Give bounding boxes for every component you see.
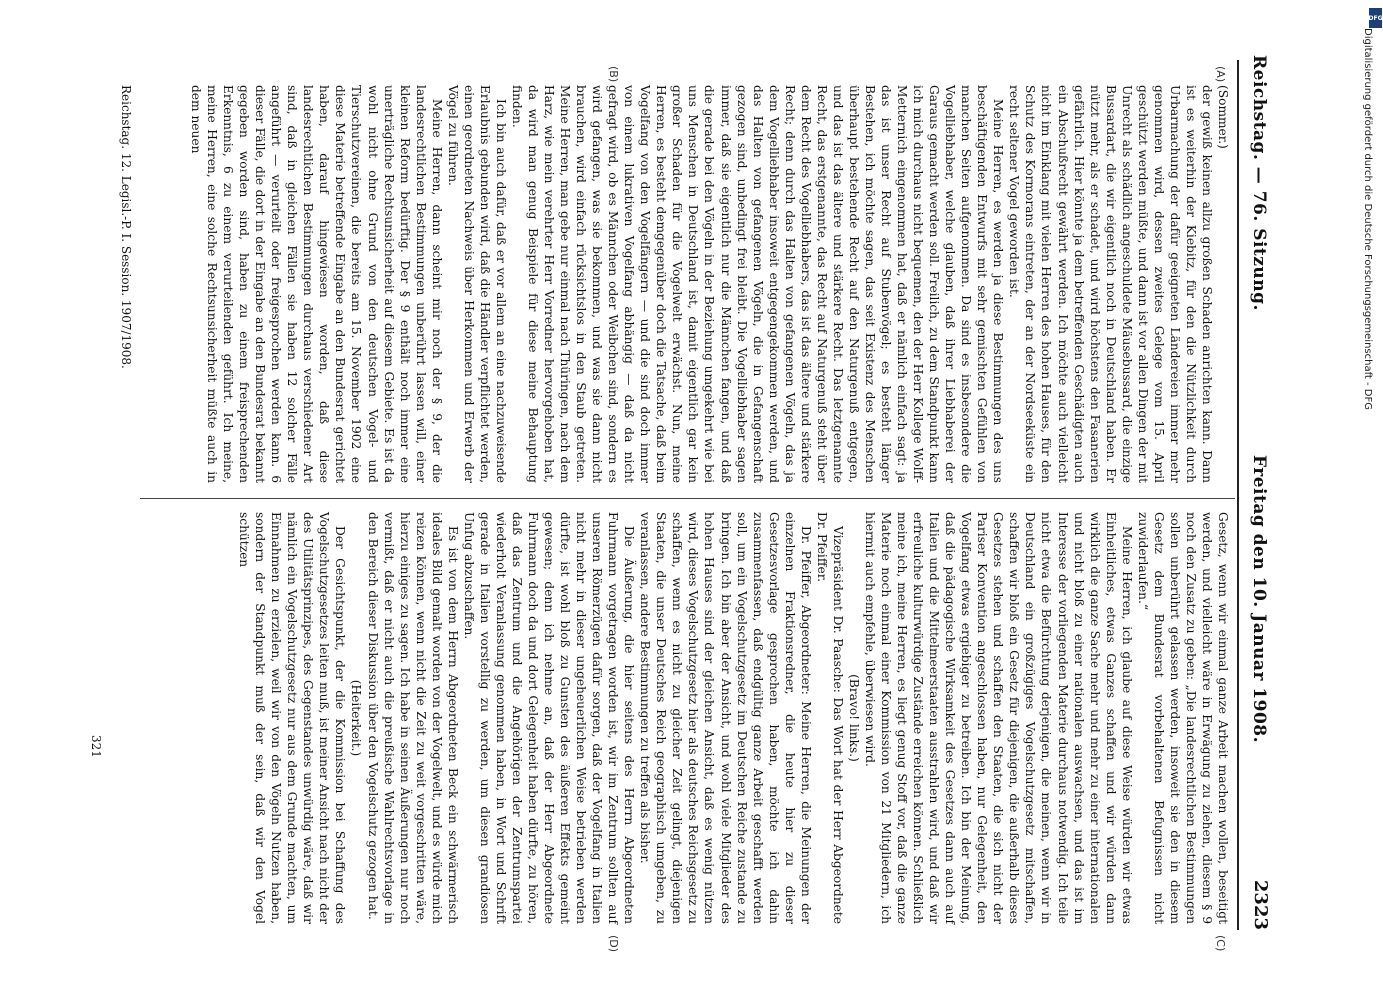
paragraph: der gewiß keinen allzu großen Schaden anrichten kann. Dann ist es weiterhin der Kiebitz, für den die Nützlichkeit durch Urbarmachung der dafür geeigneten Ländereien immer mehr genommen wird, dessen zweites Gelege vom 15. April geschützt werden müßte, und dann ist vor allen Dingen der mit Unrecht als schädlich angeschuldete Mäusebussard, die einzige Bussardart, die wir eigentlich noch in Deutschland haben. Er nützt mehr, als er schadet, und wird höchstens den Fasanerien gefährlich. Hier könnte ja dem betreffenden Geschädigten auch ein Abschußrecht gewährt werden. Ich möchte auch vielleicht nicht im Einklang mit vielen Herren des hohen Hauses, für den Schutz des Kormorans eintreten, der an der Nordseeküste ein recht seltener Vogel geworden ist. xyxy=(1007,85,1214,483)
right-column xyxy=(236,512,1231,924)
paragraph: Meine Herren, ich glaube auf diese Weise würden wir etwas Einheitliches, etwas Ganzes schaffen und wir würden dann wirklich die ganze Sache mehr und mehr zu einer internationalen und nicht bloß zu einer nationalen auswachsen, und das ist im Interesse der vorliegenden Materie durchaus notwendig. Ich teile nicht etwa die Befürchtung derjenigen, die meinen, wenn wir in Deutschland ein großzügiges Vogelschutzgesetz mitschaffen, schaffen wir bloß ein Gesetz für diejenigen, die außerhalb dieses Gesetzes stehen und schaffen den Staaten, die sich nicht der Pariser Konvention angeschlossen haben, nur Gelegenheit, den Vogelfang etwas ergiebiger zu betreiben. Ich bin der Meinung, daß die pädagogische Wirksamkeit des Gesetzes dann auch auf Italien und die Mittelmeerstaaten ausstrahlen wird, und daß wir erfreuliche kulturwürdige Zustände erreichen können. Schließlich meine ich, meine Herren, es liegt genug Stoff vor, daß die ganze Materie noch einmal einer Kommission von 21 Mitgliedern, ich hiermit auch empfehle, überwiesen wird. xyxy=(862,512,1134,924)
paragraph: Der Gesichtspunkt, der die Kommission bei Schaffung des Vogelschutzgesetzes leiten muß, ist meiner Ansicht nach nicht der des Utilitätsprinzipes, des Gegenstandes unwürdig wäre, daß wir nämlich ein Vogelschutzgesetz nur aus dem Grunde machten, um Einnahmen zu erzielen, weil wir von den Vögeln Nutzen haben, sondern der Standpunkt muß der sein, daß wir den Vogel schützen xyxy=(237,512,348,924)
header-rule xyxy=(1237,60,1239,930)
dfg-logo-icon: DFG xyxy=(1369,8,1382,28)
paragraph: Dr. Pfeiffer, Abgeordneter: Meine Herren, die Meinungen der einzelnen Fraktionsredner, die heute hier zu dieser Gesetzesvorlage gesprochen haben, möchte ich dahin zusammenfassen, daß endgültig ganze Arbeit geschafft werden soll, um ein Vogelschutzgesetz im Deutschen Reiche zustande zu bringen. Ich bin aber der Ansicht, und wohl viele Mitglieder des hohen Hauses sind der gleichen Ansicht, daß es wenig nützen wird, dieses Vogelschutzgesetz hier als deutsches Reichsgesetz zu schaffen, wenn es nicht zu gleicher Zeit gelingt, diejenigen Staaten, die unser Deutsches Reich geographisch umgeben, zu veranlassen, andere Bestimmungen zu treffen als bisher. xyxy=(638,512,813,924)
laughter-note: (Heiterkeit.) xyxy=(349,679,364,757)
page-footer: Reichstag. 12. Legisl.-P. I. Session. 1907/1908. xyxy=(119,85,133,369)
applause-note: (Bravo! links.) xyxy=(846,674,861,762)
chair-announcement: Vizepräsident Dr. Paasche: Das Wort hat der Herr Abgeordnete Dr. Pfeiffer. xyxy=(814,512,845,924)
column-divider xyxy=(140,498,1235,499)
sheet-number: 321 xyxy=(89,735,103,758)
left-column xyxy=(188,85,1231,483)
page-header xyxy=(1241,55,1275,930)
page-number: 2323 xyxy=(1250,879,1271,930)
paragraph: Die Äußerung, die hier seitens des Herrn Abgeordneten Fuhrmann vorgetragen worden ist, wir im Zentrum sollten auf unseren Römerzügen dafür sorgen, daß der Vogelfang in Italien nicht mehr in dieser ungeheuerlichen Weise betrieben werden dürfte, ist wohl bloß zu Gunsten des äußeren Effekts gemeint gewesen; denn ich nehme an, daß der Herr Abgeordnete Fuhrmann doch da und dort Gelegenheit haben dürfte, zu hören, daß das Zentrum und die Angehörigen der Zentrumspartei wiederholt Veranlassung genommen haben, in Wort und Schrift gerade in Italien vorstellig zu werden, um diesen grandiosen Unfug abzuschaffen. xyxy=(461,512,637,924)
paragraph: Gesetz, wenn wir einmal ganze Arbeit machen wollen, beseitigt werden, und vielleicht wäre in Erwägung zu ziehen, diesem § 9 noch den Zusatz zu geben: „Die landesrechtlichen Bestimmungen sollen unberührt gelassen werden, insoweit sie den in diesem Gesetz dem Bundesrat vorbehaltenen Befugnissen nicht zuwiderlaufen.“ xyxy=(1135,512,1230,924)
margin-letter-d: (D) xyxy=(607,935,620,953)
margin-letter-a: (A) xyxy=(1214,66,1227,83)
newspaper-page xyxy=(5,0,1325,1000)
margin-letter-c: (C) xyxy=(1214,935,1227,952)
digitization-credit xyxy=(1361,8,1383,993)
margin-letter-b: (B) xyxy=(607,66,620,83)
paragraph: Meine Herren, es werden ja diese Bestimmungen des uns beschäftigenden Entwurfs mit sehr gemischten Gefühlen von manchen Seiten aufgenommen. Da sind es insbesondere die Vogelliebhaber, welche glauben, daß ihrer Liebhaberei der Garaus gemacht werden soll. Freilich, zu dem Standpunkt kann ich mich durchaus nicht bequemen, den der Herr Kollege Wolff-Metternich eingenommen hat, daß er nämlich einfach sagt: ja das ist unser Recht auf Stubenvögel; es besteht länger Bestehen, ich möchte sagen, das seit Existenz des Menschen überhaupt bestehende Recht auf den Naturgenuß entgegen, und das ist das ältere und stärkere Recht. Das letztgenannte Recht, das erstgenannte, das Recht auf Naturgenuß steht über dem Recht des Vogelliebhabers, das ist das ältere und stärkere Recht; denn durch das Halten von gefangenen Vögeln, das ja dem Vogelliebhaber insoweit entgegengekommen werden, und das Halten von gefangenen Vögeln, die in Gefangenschaft gezogen sind, unbedingt frei bleibt. Die Vogelliebhaber sagen immer, daß sie eigentlich nur die Männchen fangen, und daß die gerade bei den Vögeln in der Beziehung umgekehrt wie bei uns Menschen in Deutschland ist, damit eigentlich gar kein großer Schaden für die Vogelwelt erwächst. Nun, meine Herren, es besteht demgegenüber doch die Tatsache, daß beim Vogelfang von den Vogelfängern — und die sind doch immer von einem lukrativen Vogelfang abhängig — daß da nicht gefragt wird, ob es Männchen oder Weibchen sind, sondern es wird gefangen, was sie bekommen, und was sie dann nicht brauchen, wird einfach rücksichtslos in den Staub getreten. Meine Herren, man gebe nur einmal nach Thüringen, nach dem Harz, wie mein verehrter Herr Vorredner hervorgehoben hat, da wird man genug Beispiele für diese meine Behauptung finden. xyxy=(509,85,1006,483)
credit-text: Digitalisierung gefördert durch die Deutsche Forschungsgemeinschaft - DFG xyxy=(1362,28,1373,411)
speaker-label: (Sommer.) xyxy=(1216,85,1230,149)
paragraph: Meine Herren, dann scheint mir noch der § 9, der die landesrechtlichen Bestimmungen unberührt lassen will, einer kleinen Reform bedürftig. Der § 9 enthält noch immer eine unerträgliche Rechtsunsicherheit auf diesem Gebiete. Es ist da wohl nicht ohne Grund von den deutschen Vogel- und Tierschutzvereinen, die bereits am 15. November 1902 eine diese Materie betreffende Eingabe an den Bundesrat gerichtet haben, darauf hingewiesen worden, daß diese landesrechtlichen Bestimmungen durchaus verschiedener Art sind, daß in gleichen Fällen sie haben 12 solcher Fälle angeführt — verurteilt oder freigesprochen werden kann. 6 dieser Fälle, die dort in der Eingabe an den Bundesrat bekannt gegeben worden sind, haben zu einem freisprechenden Erkenntnis, 6 zu einem verurteilenden geführt. Ich meine, meine Herren, eine solche Rechtsunsicherheit müßte auch in dem neuen xyxy=(189,85,444,483)
header-session: Reichstag. — 76. Sitzung. xyxy=(1249,55,1269,311)
paragraph: Es ist von dem Herrn Abgeordneten Beck ein schwärmerisch ideales Bild gemalt worden von der Vogelwelt, und es würde mich reizen können, wenn nicht die Zeit zu weit vorgeschritten wäre, hierzu einiges zu sagen. Ich habe in seinen Äußerungen nur noch vermißt, daß er nicht auch die preußische Wahlrechtsvorlage in den Bereich dieser Diskussion über den Vogelschutz gezogen hat. xyxy=(365,512,460,924)
paragraph: Ich bin auch dafür, daß er vor allem an eine nachzuweisende Erlaubnis gebunden wird, daß die Händler verpflichtet werden, einen geordneten Nachweis über Herkommen und Erwerb der Vögel zu führen. xyxy=(445,85,508,483)
header-date: Freitag den 10. Januar 1908. xyxy=(1249,455,1269,744)
